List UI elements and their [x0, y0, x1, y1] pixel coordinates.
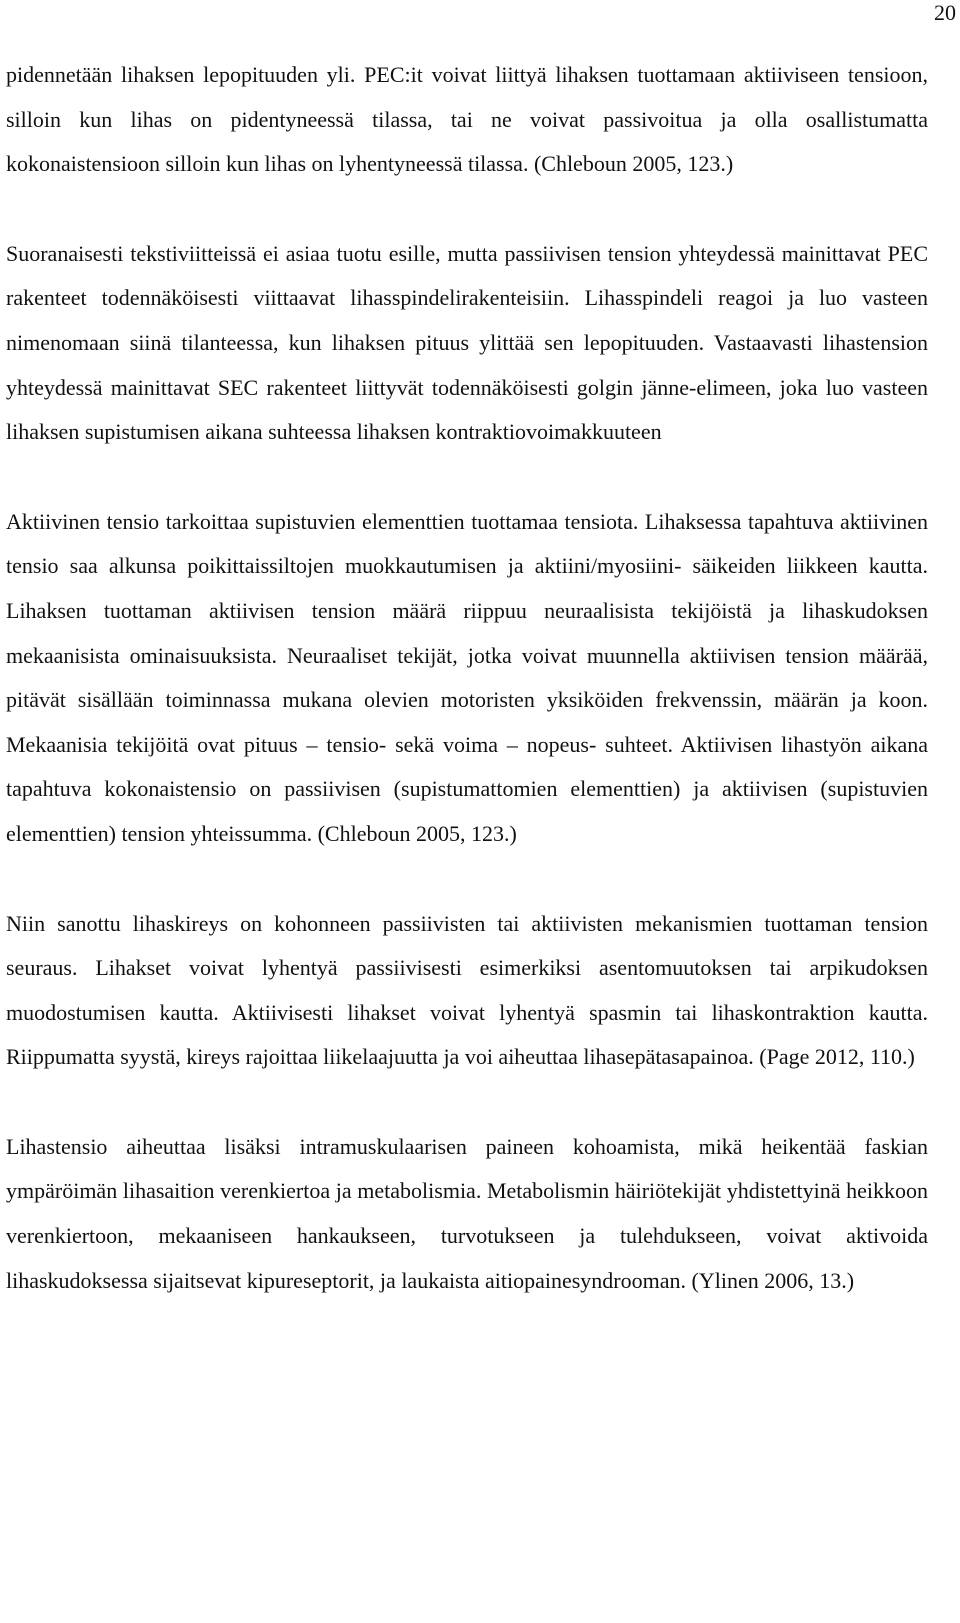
page-number: 20	[934, 0, 956, 25]
paragraph-intramuscular-pressure: Lihastensio aiheuttaa lisäksi intramuskulaarisen paineen kohoamista, mikä heikentää faskian ympäröimän lihasaition verenkiertoa ja metabolismia. Metabolismin häiriötekijät yhdistettyinä heikkoon verenkiertoon, mekaaniseen hankaukseen, turvotukseen ja tulehdukseen, voivat aktivoida lihaskudoksessa sijaitsevat kipureseptorit, ja laukaista aitiopainesyndrooman. (Ylinen 2006, 13.)	[6, 1133, 928, 1293]
body-text	[6, 53, 928, 1303]
paragraph-muscle-tightness: Niin sanottu lihaskireys on kohonneen passiivisten tai aktiivisten mekanismien tuottaman tension seuraus. Lihakset voivat lyhentyä passiivisesti esimerkiksi asentomuutoksen tai arpikudoksen muodostumisen kautta. Aktiivisesti lihakset voivat lyhentyä spasmin tai lihaskontraktion kautta. Riippumatta syystä, kireys rajoittaa liikelaajuutta ja voi aiheuttaa lihasepätasapainoa. (Page 2012, 110.)	[6, 910, 928, 1070]
paragraph-muscle-spindle: Suoranaisesti tekstiviitteissä ei asiaa tuotu esille, mutta passiivisen tension yhteydessä mainittavat PEC rakenteet todennäköisesti viittaavat lihasspindelirakenteisiin. Lihasspindeli reagoi ja luo vasteen nimenomaan siinä tilanteessa, kun lihaksen pituus ylittää sen lepopituuden. Vastaavasti lihastension yhteydessä mainittavat SEC rakenteet liittyvät todennäköisesti golgin jänne-elimeen, joka luo vasteen lihaksen supistumisen aikana suhteessa lihaksen kontraktiovoimakkuuteen	[6, 240, 928, 445]
paragraph-pec-tension: pidennetään lihaksen lepopituuden yli. PEC:it voivat liittyä lihaksen tuottamaan aktiiviseen tensioon, silloin kun lihas on pidentyneessä tilassa, tai ne voivat passivoitua ja olla osallistumatta kokonaistensioon silloin kun lihas on lyhentyneessä tilassa. (Chleboun 2005, 123.)	[6, 62, 928, 177]
paragraph-active-tension: Aktiivinen tensio tarkoittaa supistuvien elementtien tuottamaa tensiota. Lihaksessa tapahtuva aktiivinen tensio saa alkunsa poikittaissiltojen muokkautumisen ja aktiini/myosiini- säikeiden liikkeen kautta. Lihaksen tuottaman aktiivisen tension määrä riippuu neuraalisista tekijöistä ja lihaskudoksen mekaanisista ominaisuuksista. Neuraaliset tekijät, jotka voivat muunnella aktiivisen tension määrää, pitävät sisällään toiminnassa mukana olevien motoristen yksiköiden frekvenssin, määrän ja koon. Mekaanisia tekijöitä ovat pituus – tensio- sekä voima – nopeus- suhteet. Aktiivisen lihastyön aikana tapahtuva kokonaistensio on passiivisen (supistumattomien elementtien) ja aktiivisen (supistuvien elementtien) tension yhteissumma. (Chleboun 2005, 123.)	[6, 508, 928, 846]
